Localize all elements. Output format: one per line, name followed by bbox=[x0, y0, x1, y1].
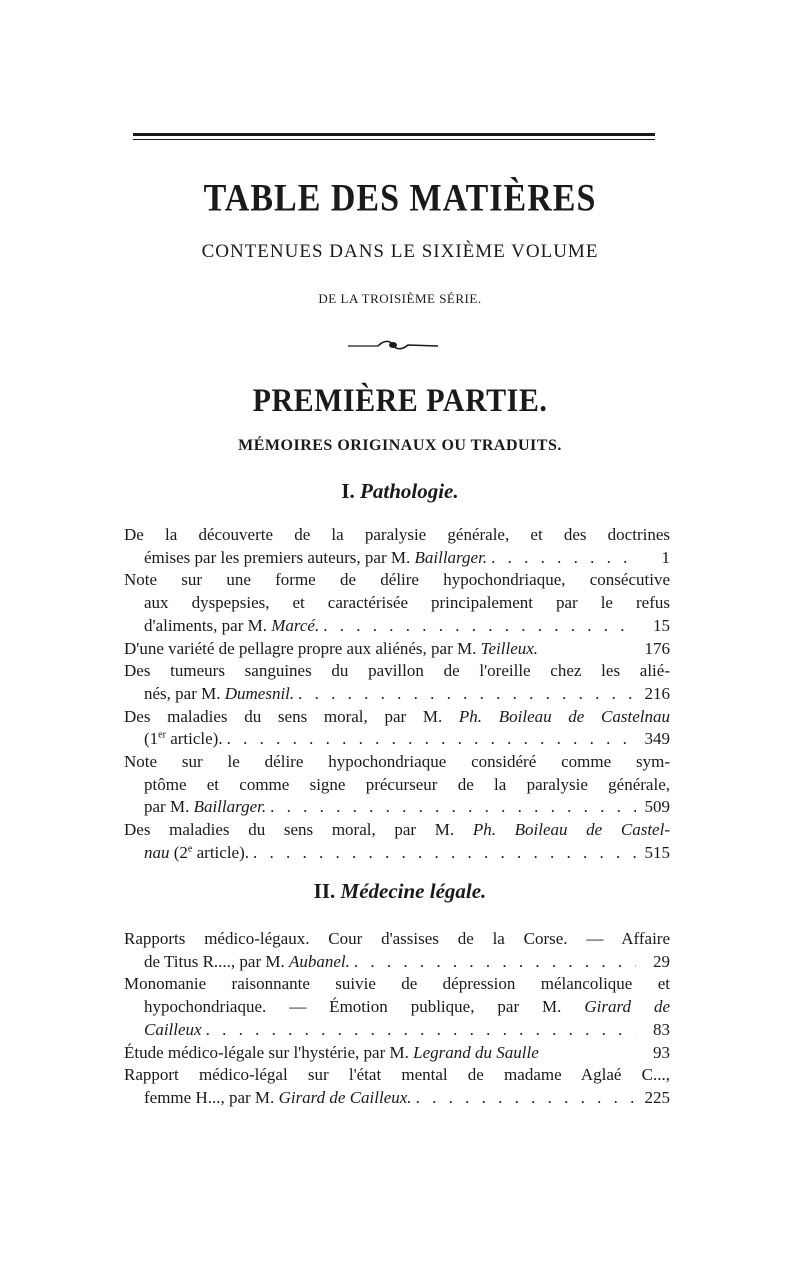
entry-author: Baillarger. bbox=[193, 797, 267, 817]
toc-entry bbox=[124, 524, 670, 569]
entry-text: de Titus R...., par M. bbox=[144, 951, 289, 971]
entry-text: aux dyspepsies, et caractérisée principalement par le refus bbox=[144, 593, 670, 613]
entry-text: Note sur une forme de délire hypochondriaque, consécutive bbox=[124, 570, 670, 590]
dot-leader bbox=[354, 951, 636, 974]
entry-text: Note sur le délire hypochondriaque considéré comme sym- bbox=[124, 752, 670, 772]
entry-superscript: er bbox=[158, 729, 166, 741]
toc-entry-text bbox=[124, 1064, 670, 1087]
entry-text: Étude médico-légale sur l'hystérie, par M. bbox=[124, 1042, 414, 1062]
section-name: Pathologie. bbox=[360, 479, 459, 503]
toc-entry-text bbox=[124, 569, 670, 592]
page-number: 93 bbox=[653, 1042, 670, 1062]
toc-entry bbox=[124, 638, 670, 661]
entry-text: Des maladies du sens moral, par M. bbox=[124, 820, 473, 840]
entry-text: D'une variété de pellagre propre aux aliénés, par M. bbox=[124, 638, 481, 658]
entry-text: d'aliments, par M. bbox=[144, 615, 272, 635]
toc-entry-line bbox=[124, 660, 670, 683]
toc-entry-text bbox=[144, 842, 249, 865]
page-subsubtitle: DE LA TROISIÈME SÉRIE. bbox=[318, 291, 482, 306]
entry-author: Ph. Boileau de Castelnau bbox=[458, 706, 670, 726]
toc-entry bbox=[124, 1042, 670, 1065]
entry-text: ptôme et comme signe précurseur de la paralysie générale, bbox=[144, 774, 670, 794]
entry-author: Legrand du Saulle bbox=[413, 1042, 539, 1062]
section-number: I. bbox=[341, 479, 355, 503]
part-subtitle: MÉMOIRES ORIGINAUX OU TRADUITS. bbox=[238, 437, 562, 454]
toc-entry-text bbox=[124, 1042, 539, 1065]
toc-entry-text bbox=[144, 774, 670, 797]
page-number: 1 bbox=[661, 547, 670, 567]
toc-entry bbox=[124, 973, 670, 1041]
page-number: 176 bbox=[644, 638, 670, 658]
toc-entry-line bbox=[124, 569, 670, 592]
toc-entry-line bbox=[124, 638, 670, 661]
toc-entry-text bbox=[124, 524, 670, 547]
toc-entry-text bbox=[144, 683, 294, 706]
toc-entry-text bbox=[144, 592, 670, 615]
dot-leader bbox=[416, 1087, 636, 1110]
entry-text: émises par les premiers auteurs, par M. bbox=[144, 547, 415, 567]
toc-entry-text bbox=[144, 615, 319, 638]
entry-author: Aubanel. bbox=[289, 951, 350, 971]
ornament-divider bbox=[348, 338, 438, 352]
toc-entry bbox=[124, 569, 670, 637]
toc-entry-line bbox=[124, 774, 670, 797]
toc-entry bbox=[124, 1064, 670, 1109]
entry-text: (1 bbox=[144, 729, 159, 749]
entry-author: Teilleux. bbox=[480, 638, 539, 658]
entry-author: nau bbox=[144, 842, 170, 862]
entry-text: De la découverte de la paralysie générale, et des doctrines bbox=[124, 525, 670, 544]
toc-entry-line bbox=[124, 706, 670, 729]
entry-author: Baillarger. bbox=[414, 547, 488, 567]
toc-entry-line bbox=[124, 973, 670, 996]
entry-text: Rapport médico-légal sur l'état mental de madame Aglaé C..., bbox=[124, 1065, 670, 1085]
page-number: 225 bbox=[644, 1087, 670, 1107]
dot-leader bbox=[270, 796, 636, 819]
entry-text-tail: article). bbox=[165, 729, 223, 749]
entry-author: Marcé. bbox=[271, 615, 320, 635]
entry-text: femme H..., par M. bbox=[144, 1087, 279, 1107]
entry-author: Cailleux bbox=[144, 1019, 202, 1039]
toc-entry bbox=[124, 819, 670, 864]
entry-text: Des tumeurs sanguines du pavillon de l'oreille chez les alié- bbox=[124, 661, 670, 681]
page-number: 15 bbox=[653, 615, 670, 635]
toc-section-medecine-legale bbox=[124, 928, 670, 1110]
dot-leader bbox=[227, 728, 636, 751]
entry-text-tail: (2 bbox=[169, 842, 188, 862]
toc-entry-text bbox=[144, 951, 350, 974]
toc-entry bbox=[124, 706, 670, 751]
top-rule-thin bbox=[133, 139, 655, 140]
toc-entry-text bbox=[124, 928, 670, 951]
toc-entry-line bbox=[124, 996, 670, 1019]
entry-text: par M. bbox=[144, 797, 194, 817]
toc-entry-text bbox=[144, 1087, 412, 1110]
top-rule bbox=[133, 133, 655, 136]
dot-leader bbox=[323, 615, 636, 638]
toc-entry-line bbox=[124, 951, 670, 974]
toc-entry bbox=[124, 660, 670, 705]
toc-entry-text bbox=[144, 728, 223, 751]
toc-entry-line bbox=[124, 615, 670, 638]
dot-leader bbox=[253, 842, 636, 865]
toc-entry-line bbox=[124, 796, 670, 819]
page-number: 216 bbox=[644, 683, 670, 703]
entry-text: Monomanie raisonnante suivie de dépression mélancolique et bbox=[124, 974, 670, 994]
toc-entry bbox=[124, 928, 670, 973]
page-number: 83 bbox=[653, 1019, 670, 1039]
entry-text-tail: article). bbox=[192, 842, 250, 862]
part-title: PREMIÈRE PARTIE. bbox=[252, 382, 548, 419]
section-heading-medecine-legale bbox=[0, 879, 800, 904]
dot-leader bbox=[491, 547, 636, 570]
toc-entry-text bbox=[144, 796, 266, 819]
toc-entry-text bbox=[124, 973, 670, 996]
section-number: II. bbox=[313, 879, 336, 903]
toc-entry-text bbox=[124, 819, 670, 842]
toc-entry-line bbox=[124, 1087, 670, 1110]
page-subtitle: CONTENUES DANS LE SIXIÈME VOLUME bbox=[201, 241, 599, 262]
page-number: 29 bbox=[653, 951, 670, 971]
entry-text: Rapports médico-légaux. Cour d'assises de la Corse. — Affaire bbox=[124, 929, 670, 948]
toc-entry bbox=[124, 751, 670, 819]
entry-text: nés, par M. bbox=[144, 683, 225, 703]
toc-entry-text bbox=[144, 547, 487, 570]
toc-entry-text bbox=[124, 751, 670, 774]
toc-entry-line bbox=[124, 1042, 670, 1065]
entry-author: Girard de Cailleux. bbox=[278, 1087, 412, 1107]
section-heading-pathologie bbox=[0, 479, 800, 504]
page-title: TABLE DES MATIÈRES bbox=[203, 177, 597, 220]
toc-entry-text bbox=[124, 706, 670, 729]
section-name: Médecine légale. bbox=[340, 879, 487, 903]
dot-leader bbox=[298, 683, 636, 706]
entry-superscript: e bbox=[187, 843, 193, 855]
toc-entry-text bbox=[144, 996, 670, 1019]
toc-entry-text bbox=[144, 1019, 202, 1042]
toc-entry-line bbox=[124, 547, 670, 570]
toc-entry-text bbox=[124, 638, 538, 661]
entry-text: hypochondriaque. — Émotion publique, par M. bbox=[144, 997, 585, 1017]
page-number: 349 bbox=[644, 729, 670, 749]
toc-entry-line bbox=[124, 728, 670, 751]
toc-entry-line bbox=[124, 819, 670, 842]
toc-entry-line bbox=[124, 592, 670, 615]
toc-entry-line bbox=[124, 842, 670, 865]
toc-entry-line bbox=[124, 751, 670, 774]
toc-entry-line bbox=[124, 1019, 670, 1042]
page-number: 509 bbox=[644, 797, 670, 817]
dot-leader bbox=[206, 1019, 636, 1042]
toc-entry-text bbox=[124, 660, 670, 683]
toc-entry-line bbox=[124, 928, 670, 951]
entry-text: Des maladies du sens moral, par M. bbox=[124, 706, 459, 726]
entry-author: Dumesnil. bbox=[224, 683, 295, 703]
toc-entry-line bbox=[124, 524, 670, 547]
toc-entry-line bbox=[124, 683, 670, 706]
toc-entry-line bbox=[124, 1064, 670, 1087]
page-number: 515 bbox=[644, 842, 670, 862]
toc-section-pathologie bbox=[124, 524, 670, 865]
entry-author: Ph. Boileau de Castel- bbox=[472, 820, 670, 840]
entry-author: Girard de bbox=[584, 997, 670, 1017]
